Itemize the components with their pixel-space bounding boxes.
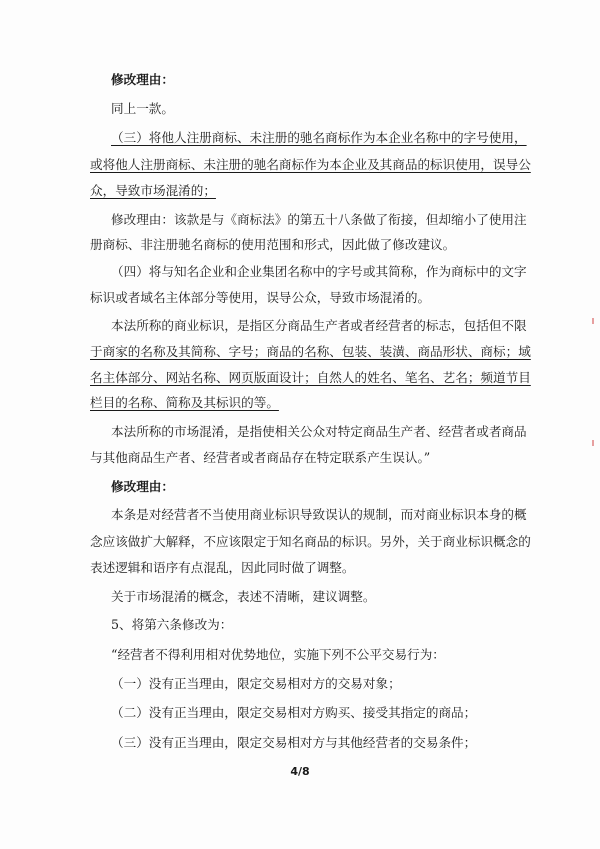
text-line: 本条是对经营者不当使用商业标识导致误认的规制，而对商业标识本身的概 — [111, 507, 527, 522]
text-line: 与其他商品生产者、经营者或者商品存在特定联系产生误认。” — [90, 450, 431, 465]
section-heading: 修改理由： — [111, 72, 174, 87]
text-line: 名主体部分、网站名称、网页版面设计；自然人的姓名、笔名、艺名；频道节目 — [90, 370, 531, 385]
text-line: 修改理由：该款是与《商标法》的第五十八条做了衔接，但却缩小了使用注 — [111, 212, 527, 227]
text-line: 念应该做扩大解释，不应该限定于知名商品的标识。另外，关于商业标识概念的 — [90, 534, 531, 549]
text-line: 本法所称的市场混淆，是指使相关公众对特定商品生产者、经营者或者商品 — [111, 424, 527, 439]
text-line: 册商标、非注册驰名商标的使用范围和形式，因此做了修改建议。 — [90, 237, 456, 252]
text-line: （四）将与知名企业和企业集团名称中的字号或其简称，作为商标中的文字 — [111, 264, 527, 279]
text-line: （三）将他人注册商标、未注册的驰名商标作为本企业名称中的字号使用， — [111, 130, 527, 145]
text-line: 5、将第六条修改为： — [111, 617, 233, 632]
section-heading: 修改理由： — [111, 479, 174, 494]
scan-mark — [592, 440, 594, 446]
text-line: 同上一款。 — [111, 101, 174, 116]
text-line: 或将他人注册商标、未注册的驰名商标作为本企业及其商品的标识使用，误导公 — [90, 157, 531, 172]
page-number: 4/8 — [290, 765, 310, 778]
text-line: 众，导致市场混淆的； — [90, 183, 216, 198]
text-line: （三）没有正当理由，限定交易相对方与其他经营者的交易条件； — [111, 735, 477, 750]
scan-mark — [592, 318, 594, 324]
text-line: 标识或者域名主体部分等使用，误导公众，导致市场混淆的。 — [90, 290, 431, 305]
text-line: 栏目的名称、简称及其标识的等。 — [90, 395, 279, 410]
text-line: 于商家的名称及其简称、字号；商品的名称、包装、装潢、商品形状、商标；域 — [90, 344, 531, 359]
text-line: 表述逻辑和语序有点混乱，因此同时做了调整。 — [90, 560, 355, 575]
text-line: “经营者不得利用相对优势地位，实施下列不公平交易行为： — [111, 647, 445, 662]
text-line: 本法所称的商业标识，是指区分商品生产者或者经营者的标志，包括但不限 — [111, 318, 527, 333]
text-line: （二）没有正当理由，限定交易相对方购买、接受其指定的商品； — [111, 705, 477, 720]
text-line: （一）没有正当理由，限定交易相对方的交易对象； — [111, 676, 401, 691]
text-line: 关于市场混淆的概念，表述不清晰，建议调整。 — [111, 589, 376, 604]
